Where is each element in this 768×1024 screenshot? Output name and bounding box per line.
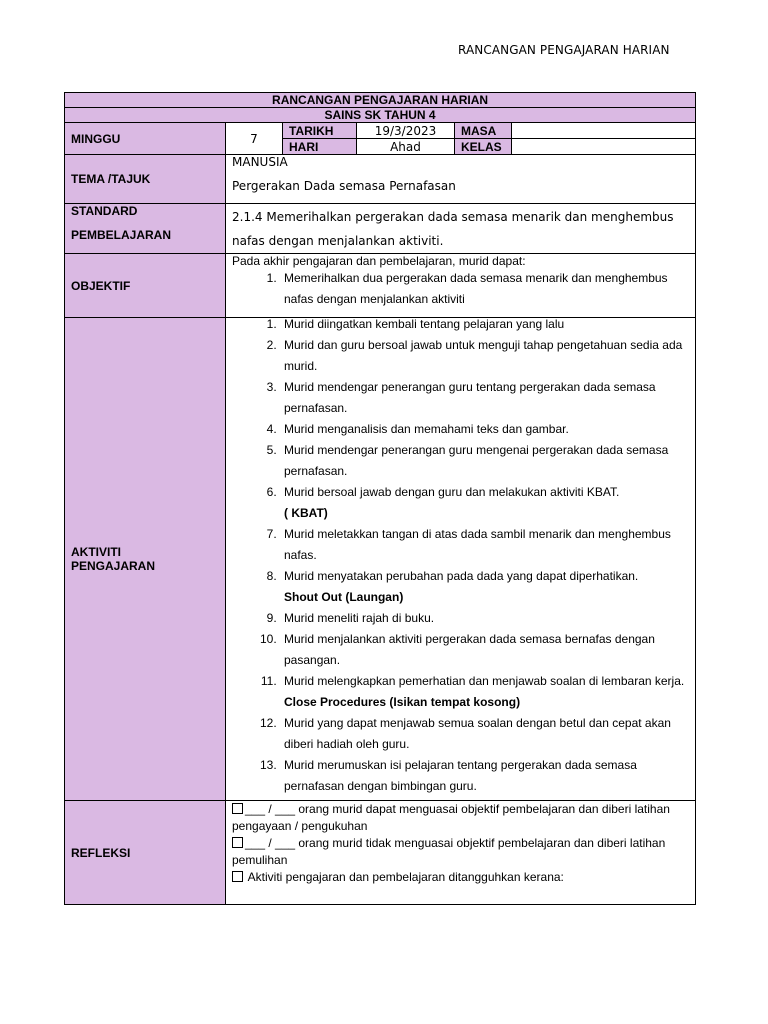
refleksi-label: REFLEKSI (65, 801, 226, 905)
aktiviti-item-text: Murid bersoal jawab dengan guru dan melakukan aktiviti KBAT. (284, 485, 620, 499)
aktiviti-item-text: Murid yang dapat menjawab semua soalan dengan betul dan cepat akan diberi hadiah oleh guru. (284, 716, 671, 751)
aktiviti-item (280, 314, 689, 335)
aktiviti-item (280, 608, 689, 629)
refleksi-line-text: ___ / ___ orang murid dapat menguasai objektif pembelajaran dan diberi latihan pengayaan / pengukuhan (232, 802, 670, 833)
minggu-value: 7 (226, 123, 283, 155)
aktiviti-item-text: Murid merumuskan isi pelajaran tentang pergerakan dada semasa pernafasan dengan bimbingan guru. (284, 758, 637, 793)
aktiviti-item (280, 629, 689, 671)
refleksi-line (232, 869, 689, 886)
aktiviti-label-line2: PENGAJARAN (71, 559, 156, 573)
minggu-label: MINGGU (65, 123, 226, 155)
standard-label-line1: STANDARD (71, 204, 138, 218)
refleksi-line-text: Aktiviti pengajaran dan pembelajaran ditangguhkan kerana: (245, 870, 564, 884)
aktiviti-item (280, 377, 689, 419)
masa-value (512, 123, 696, 139)
table-title: RANCANGAN PENGAJARAN HARIAN (65, 93, 696, 108)
refleksi-cell (226, 801, 696, 905)
aktiviti-item-technique: ( KBAT) (284, 506, 328, 520)
aktiviti-item (280, 419, 689, 440)
aktiviti-item (280, 482, 689, 524)
objektif-label: OBJEKTIF (65, 254, 226, 318)
aktiviti-item-text: Murid meneliti rajah di buku. (284, 611, 435, 625)
objektif-item: 1. Memerihalkan dua pergerakan dada semasa menarik dan menghembus nafas dengan menjalankan aktiviti (280, 268, 689, 310)
standard-text: 2.1.4 Memerihalkan pergerakan dada semasa menarik dan menghembus nafas dengan menjalankan aktiviti. (226, 204, 696, 254)
hari-value: Ahad (357, 139, 455, 155)
aktiviti-item (280, 440, 689, 482)
tema-topic: MANUSIA (232, 155, 288, 169)
refleksi-line (232, 801, 689, 835)
checkbox-icon[interactable] (232, 837, 243, 848)
checkbox-icon[interactable] (232, 871, 243, 882)
aktiviti-label-line1: AKTIVITI (71, 545, 121, 559)
hari-label: HARI (283, 139, 357, 155)
aktiviti-list (232, 314, 689, 797)
tarikh-label: TARIKH (283, 123, 357, 139)
aktiviti-item-technique: Close Procedures (Isikan tempat kosong) (284, 695, 521, 709)
aktiviti-item-text: Murid diingatkan kembali tentang pelajaran yang lalu (284, 317, 565, 331)
table-subtitle: SAINS SK TAHUN 4 (65, 108, 696, 123)
tema-subtopic: Pergerakan Dada semasa Pernafasan (232, 179, 456, 193)
objektif-cell (226, 254, 696, 318)
tema-cell (226, 155, 696, 204)
aktiviti-item-text: Murid mendengar penerangan guru mengenai pergerakan dada semasa pernafasan. (284, 443, 669, 478)
aktiviti-item-text: Murid menganalisis dan memahami teks dan gambar. (284, 422, 569, 436)
aktiviti-item (280, 671, 689, 713)
aktiviti-item (280, 524, 689, 566)
aktiviti-label (65, 318, 226, 801)
objektif-intro: Pada akhir pengajaran dan pembelajaran, murid dapat: (232, 254, 526, 268)
aktiviti-item (280, 335, 689, 377)
standard-label-line2: PEMBELAJARAN (71, 228, 172, 242)
aktiviti-item-text: Murid meletakkan tangan di atas dada sambil menarik dan menghembus nafas. (284, 527, 671, 562)
aktiviti-item-technique: Shout Out (Laungan) (284, 590, 404, 604)
aktiviti-item-text: Murid dan guru bersoal jawab untuk menguji tahap pengetahuan sedia ada murid. (284, 338, 683, 373)
aktiviti-item (280, 755, 689, 797)
kelas-label: KELAS (455, 139, 512, 155)
aktiviti-item-text: Murid menyatakan perubahan pada dada yang dapat diperhatikan. (284, 569, 639, 583)
aktiviti-item-text: Murid mendengar penerangan guru tentang pergerakan dada semasa pernafasan. (284, 380, 656, 415)
refleksi-line-text: ___ / ___ orang murid tidak menguasai objektif pembelajaran dan diberi latihan pemulihan (232, 836, 666, 867)
aktiviti-item-text: Murid melengkapkan pemerhatian dan menjawab soalan di lembaran kerja. (284, 674, 685, 688)
refleksi-line (232, 835, 689, 869)
lesson-plan-table (64, 92, 696, 905)
masa-label: MASA (455, 123, 512, 139)
aktiviti-item-text: Murid menjalankan aktiviti pergerakan dada semasa bernafas dengan pasangan. (284, 632, 655, 667)
kelas-value (512, 139, 696, 155)
page-header: RANCANGAN PENGAJARAN HARIAN (458, 43, 670, 57)
standard-label (65, 204, 226, 254)
tema-label: TEMA /TAJUK (65, 155, 226, 204)
aktiviti-cell (226, 318, 696, 801)
objektif-list (232, 268, 689, 310)
aktiviti-item (280, 713, 689, 755)
tarikh-value: 19/3/2023 (357, 123, 455, 139)
checkbox-icon[interactable] (232, 803, 243, 814)
aktiviti-item (280, 566, 689, 608)
